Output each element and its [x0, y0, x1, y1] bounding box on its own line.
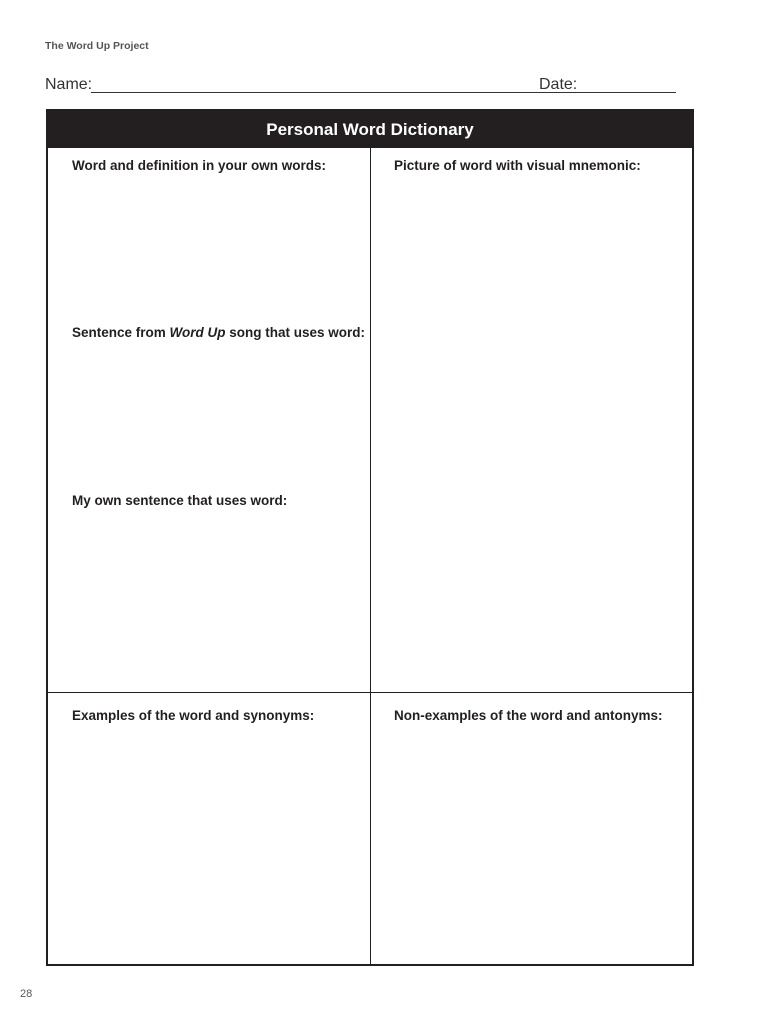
definition-prompt: Word and definition in your own words:: [72, 158, 326, 173]
column-divider: [370, 148, 371, 964]
project-title: The Word Up Project: [45, 40, 149, 52]
date-blank-line[interactable]: [578, 92, 676, 93]
dictionary-title: Personal Word Dictionary: [48, 111, 692, 148]
name-blank-line[interactable]: [91, 92, 579, 93]
row-divider: [48, 692, 692, 693]
non-examples-prompt: Non-examples of the word and antonyms:: [394, 708, 663, 723]
song-prompt-suffix: song that uses word:: [225, 325, 366, 340]
personal-word-dictionary-table: [46, 109, 694, 966]
examples-prompt: Examples of the word and synonyms:: [72, 708, 315, 723]
picture-prompt: Picture of word with visual mnemonic:: [394, 158, 641, 173]
song-prompt-prefix: Sentence from: [72, 325, 170, 340]
song-sentence-prompt: [72, 325, 365, 340]
name-label: Name:: [45, 76, 93, 93]
name-date-row: [45, 72, 677, 96]
date-label: Date:: [539, 76, 578, 93]
page-number: 28: [20, 988, 33, 1000]
own-sentence-prompt: My own sentence that uses word:: [72, 493, 288, 508]
song-title: Word Up: [169, 325, 226, 340]
